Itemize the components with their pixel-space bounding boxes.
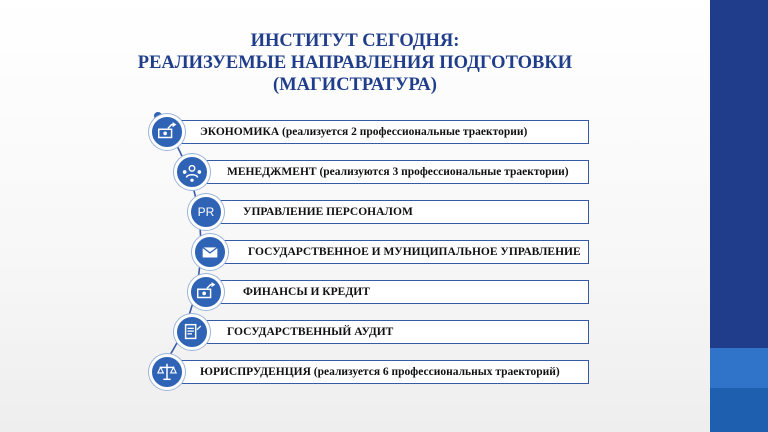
list-item-economics	[165, 120, 589, 144]
list-item-public-admin	[213, 240, 589, 264]
money-growth-icon	[149, 114, 185, 150]
pr-icon	[188, 194, 224, 230]
item-label: ФИНАНСЫ И КРЕДИТ	[243, 286, 370, 298]
title-line-3: (МАГИСТРАТУРА)	[273, 75, 437, 95]
item-label: ГОСУДАРСТВЕННЫЙ АУДИТ	[227, 326, 394, 338]
title-line-1: ИНСТИТУТ СЕГОДНЯ:	[250, 31, 460, 51]
document-pen-icon	[174, 314, 210, 350]
item-label: ЭКОНОМИКА (реализуется 2 профессиональные траектории)	[200, 126, 528, 138]
item-label: УПРАВЛЕНИЕ ПЕРСОНАЛОМ	[243, 206, 413, 218]
item-label: ЮРИСПРУДЕНЦИЯ (реализуется 6 профессиональных траекторий)	[200, 366, 560, 378]
scales-icon	[149, 354, 185, 390]
money-growth-icon	[188, 274, 224, 310]
item-label: ГОСУДАРСТВЕННОЕ И МУНИЦИПАЛЬНОЕ УПРАВЛЕНИЕ	[248, 246, 581, 258]
item-label: МЕНЕДЖМЕНТ (реализуются 3 профессиональные траектории)	[227, 166, 569, 178]
people-network-icon	[174, 154, 210, 190]
pr-icon-text: PR	[197, 205, 215, 219]
mail-icon	[192, 234, 228, 270]
title-line-2: РЕАЛИЗУЕМЫЕ НАПРАВЛЕНИЯ ПОДГОТОВКИ	[137, 53, 573, 73]
list-item-finance	[208, 280, 589, 304]
list-item-law	[165, 360, 589, 384]
list-item-audit	[192, 320, 589, 344]
list-item-hr	[208, 200, 589, 224]
list-item-management	[192, 160, 589, 184]
